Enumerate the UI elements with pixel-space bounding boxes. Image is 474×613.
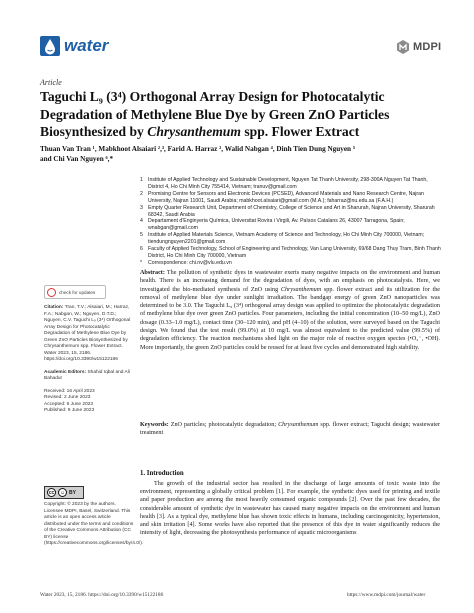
author-line-1: Thuan Van Tran ¹, Mabkhoot Alsaiari ²,³, Farid A. Harraz ², Walid Nabgan ⁴, Dinh Tien Dung Nguyen ⁵	[40, 145, 356, 153]
received-date: Received: 16 April 2023	[44, 388, 95, 394]
published-date: Published: 9 June 2023	[44, 408, 95, 413]
citation-text[interactable]: Tran, T.V.; Alsaiari, M.; Harraz, F.A.; Nabgan, W.; Nguyen, D.T.D.; Nguyen, C.V. Taguchi L₉ (3⁴) Orthogonal Array Design for Photocatalytic Degradation of Methylene Blue Dye by Green ZnO Particles Biosynthesized by Chrysanthemum spp. Flower Extract. Water 2023, 15, 2186. https://doi.org/10.3390/w15122186	[44, 305, 131, 362]
sidebar	[44, 305, 134, 421]
affiliation-number: 5	[140, 232, 143, 239]
title-part1: Taguchi L₉ (3⁴) Orthogonal Array Design for Photocatalytic Degradation of Methylene Blue Dye by Green ZnO Particles Biosynthesized by	[40, 89, 390, 140]
affiliations	[140, 177, 445, 267]
footer-journal-link[interactable]: https://www.mdpi.com/journal/water	[347, 592, 426, 598]
keywords-text-b: spp. flower extract; Taguchi design; wastewater treatment	[140, 422, 440, 437]
keywords-italic: Chrysanthemum	[278, 422, 319, 428]
affiliation-number: 6	[140, 246, 143, 253]
keywords-label: Keywords:	[140, 422, 169, 428]
abstract-text-b: spp. flower extract and its utilization for the removal of methylene blue dye under sunlight irradiation. The bandgap energy of green ZnO nanoparticles was determined to be 3.0. The Taguchi L₉ (3⁴) orthogonal array design was applied to optimize the photocatalytic degradation of methylene blue dye over green ZnO particles. Four parameters, including the initial concentration (10–50 mg/L), ZnO dosage (0.33–1.0 mg/L), contact time (30–120 min), and pH (4–10) of the solution, were surveyed based on the Taguchi design. We found that the test result (99.0%) at 10 mg/L was almost equivalent to the predicted value (99.5%) of degradation efficiency. The reaction mechanisms shed light on the major role of reactive oxygen species (•O₂⁻, •OH). More importantly, the green ZnO particles could be reused for at least five cycles and demonstrated high stability.	[140, 286, 440, 351]
check-updates-button[interactable]	[44, 285, 106, 299]
affiliation-text: Faculty of Applied Technology, School of Engineering and Technology, Van Lang University, 69/68 Dang Thuy Tram, Binh Thanh District, Ho Chi Minh City 700000, Vietnam	[148, 246, 441, 259]
affiliation-item	[140, 191, 445, 205]
affiliation-text: Promising Centre for Sensors and Electronic Devices (PCSED), Advanced Materials and Nano Research Centre, Najran University, Najran 11001, Saudi Arabia; mabkhoot.alsaiari@gmail.com (M.A.); faharraz@nu.edu.sa (F.A.H.)	[148, 190, 424, 204]
citation-label: Citation:	[44, 305, 64, 310]
introduction-heading: 1. Introduction	[140, 470, 184, 477]
check-updates-label: check for updates	[59, 289, 96, 295]
title-part2: spp. Flower Extract	[240, 124, 360, 140]
mdpi-text: MDPI	[413, 41, 442, 53]
affiliation-number: 2	[140, 190, 143, 197]
check-updates-icon	[47, 288, 56, 297]
affiliation-item	[140, 177, 445, 191]
cc-icon: cc	[48, 489, 55, 496]
article-title	[40, 88, 440, 141]
mdpi-logo	[396, 38, 441, 56]
affiliation-number: *	[140, 259, 143, 266]
revised-date: Revised: 2 June 2023	[44, 395, 91, 400]
author-line-2: and Chi Van Nguyen ⁶,*	[40, 155, 114, 163]
citation-block	[44, 305, 134, 364]
cc-by-license-badge[interactable]	[44, 486, 84, 499]
editors-text: Shahid Iqbal and Ali Bahadur	[44, 369, 130, 381]
journal-name: water	[64, 36, 109, 55]
affiliation-text: Institute of Applied Materials Science, Vietnam Academy of Science and Technology, Ho Chi Minh City 700000, Vietnam; tiendungnguyen2201@gmail.com	[148, 232, 425, 246]
affiliation-text: Empty Quarter Research Unit, Department of Chemistry, College of Science and Art in Sharurah, Najran University, Sharurah 68342, Saudi Arabia	[148, 204, 435, 218]
keywords-text-a: ZnO particles; photocatalytic degradation;	[168, 422, 279, 428]
accepted-date: Accepted: 6 June 2023	[44, 401, 94, 407]
affiliation-item	[140, 232, 445, 246]
editors-block	[44, 370, 134, 383]
editors-label: Academic Editors:	[44, 369, 87, 375]
dates-block	[44, 389, 134, 415]
introduction-body: The growth of the industrial sector has resulted in the discharge of large amounts of toxic waste into the environment, representing a globally critical problem [1]. For example, the synthetic dyes used for printing and textile and paper production are among the most heavily consumed organic compounds [2]. Over the past few decades, the considerable amount of synthetic dye in wastewater has caused many negative impacts on the environment and human health [3]. As a typical dye, methylene blue has shown toxic effects in humans, including carcinogenicity, hypertension, and skin irritation [4]. Some works have also reported that the presence of this dye in water significantly reduces the intensity of light, decreasing the photosynthesis performance of aquatic microorganisms	[140, 481, 440, 537]
footer-citation[interactable]: Water 2023, 15, 2186. https://doi.org/10.3390/w15122186	[40, 592, 164, 598]
keywords	[140, 421, 440, 438]
water-logo-icon	[40, 36, 60, 56]
abstract-label: Abstract:	[140, 270, 165, 276]
title-italic: Chrysanthemum	[147, 124, 241, 140]
affiliation-item	[140, 218, 445, 232]
affiliation-item	[140, 260, 445, 267]
affiliation-number: 1	[140, 177, 143, 183]
affiliation-text: Institute of Applied Technology and Sustainable Development, Nguyen Tat Thanh University, 298-300A Nguyen Tat Thanh, District 4, Ho Chi Minh City 755414, Vietnam; tranuv@gmail.com	[148, 177, 428, 190]
abstract	[140, 269, 440, 352]
affiliation-number: 4	[140, 218, 143, 225]
affiliation-number: 3	[140, 204, 143, 211]
affiliation-text: Departament d'Enginyeria Química, Universitat Rovira i Virgili, Av. Països Catalans 26, 43007 Tarragona, Spain; wnabgan@gmail.com	[148, 218, 405, 232]
author-list	[40, 144, 430, 164]
person-icon: ☺	[59, 489, 66, 496]
affiliation-item	[140, 246, 445, 260]
abstract-text-a: The pollution of synthetic dyes in wastewater exerts many negative impacts on the environment and human health. There is an increasing demand for the degradation of dyes, with an emphasis on photocatalysis. Here, we investigated the bio-mediated synthesis of ZnO using	[140, 270, 440, 293]
abstract-italic: Chrysanthemum	[280, 286, 322, 293]
copyright-notice: Copyright: © 2023 by the authors. Licensee MDPI, Basel, Switzerland. This article is an open access article distributed under the terms and conditions of the Creative Commons Attribution (CC BY) license (https://creativecommons.org/licenses/by/4.0/).	[44, 502, 144, 546]
affiliation-text: Correspondence: chi.nv@vlu.edu.vn	[148, 259, 232, 266]
cc-by-label: BY	[69, 489, 76, 496]
article-type: Article	[40, 78, 62, 87]
affiliation-item	[140, 205, 445, 219]
mdpi-mark-icon	[396, 39, 410, 55]
